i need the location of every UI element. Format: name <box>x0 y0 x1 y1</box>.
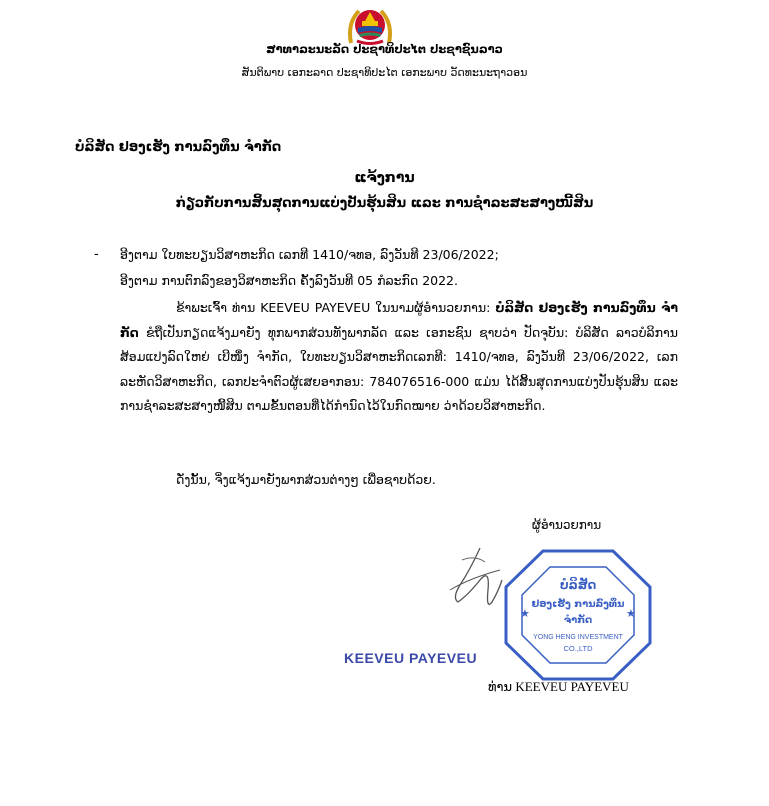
signer-name: ທ່ານ KEEVEU PAYEVEU <box>488 679 629 694</box>
bullet-dash: - <box>94 247 99 262</box>
notice-title: ແຈ້ງການ <box>354 170 415 186</box>
stamp-text-1: ບໍລິສັດ <box>559 578 597 592</box>
reference-line-2: ອີງຕາມ ການຕົກລົງຂອງວິສາຫະກິດ ຄັ້ງລົງວັນທີ 05 ກໍລະກົດ 2022. <box>120 273 458 288</box>
motto-line: ສັນຕິພາບ ເອກະລາດ ປະຊາທິປະໄຕ ເອກະພາບ ວັດທະນະຖາວອນ <box>241 66 528 79</box>
signer-title: ຜູ້ອໍານວຍການ <box>532 518 602 532</box>
printed-signature: KEEVEU PAYEVEU <box>344 650 478 666</box>
body-rest: ຂໍຖືເປັນກຽດແຈ້ງມາຍັງ ທຸກພາກສ່ວນທັງພາກລັດ ແລະ ເອກະຊົນ ຊາບວ່າ ປັດຈຸບັນ: ບໍລິສັດ ລາວບໍລິການສ້ອມແປງລົດໃຫຍ່ ເບີໜຶ່ງ ຈໍາກັດ, ໃບທະບຽນວິສາຫະກິດເລກທີ: 1410/ຈທອ, ລົງວັນທີ 23/06/2022, ເລກລະຫັດວິສາຫະກິດ, ເລກປະຈໍາຕົວຜູ້ເສຍອາກອນ: 784076516-000 ແມ່ນ ໄດ້ສິ້ນສຸດການແບ່ງປັນຮຸ້ນສິນ ແລະ ການຊໍາລະສະສາງໜີ້ສິນ ຕາມຂັ້ນຕອນທີ່ໄດ້ກໍານົດໄວ້ໃນກົດໝາຍ ວ່າດ້ວຍວິສາຫະກິດ. <box>120 324 678 413</box>
stamp-text-en1: YONG HENG INVESTMENT <box>533 634 623 641</box>
company-stamp <box>498 545 658 685</box>
reference-line-1: ອີງຕາມ ໃບທະບຽນວິສາຫະກິດ ເລກທີ 1410/ຈທອ, ລົງວັນທີ 23/06/2022; <box>120 247 499 262</box>
stamp-text-2: ຢອງເຮັງ ການລົງທຶນ <box>531 599 625 610</box>
country-header: ສາທາລະນະລັດ ປະຊາທິປະໄຕ ປະຊາຊົນລາວ <box>266 42 503 56</box>
body-intro: ຂ້າພະເຈົ້າ ທ່ານ KEEVEU PAYEVEU ໃນນາມຜູ້ອໍານວຍການ: <box>176 300 496 315</box>
body-company-bold: ບໍລິສັດ ຢອງເຮັງ ການລົງທຶນ ຈໍາກັດ <box>120 300 678 340</box>
company-name: ບໍລິສັດ ຢອງເຮັງ ການລົງທຶນ ຈໍາກັດ <box>75 140 282 155</box>
stamp-text-3: ຈໍາກັດ <box>563 615 593 626</box>
national-emblem-icon <box>345 3 395 47</box>
closing-line: ດັ່ງນັ້ນ, ຈິ່ງແຈ້ງມາຍັງພາກສ່ວນຕ່າງໆ ເພື່ອຊາບດ້ວຍ. <box>176 472 436 487</box>
stamp-star-left-icon: ★ <box>520 607 530 620</box>
stamp-text-en2: CO.,LTD <box>563 644 593 653</box>
stamp-star-right-icon: ★ <box>626 607 636 620</box>
body-paragraph <box>120 296 678 419</box>
notice-subtitle: ກ່ຽວກັບການສິ້ນສຸດການແບ່ງປັນຮຸ້ນສິນ ແລະ ການຊໍາລະສະສາງໜີ້ສິນ <box>175 196 594 211</box>
